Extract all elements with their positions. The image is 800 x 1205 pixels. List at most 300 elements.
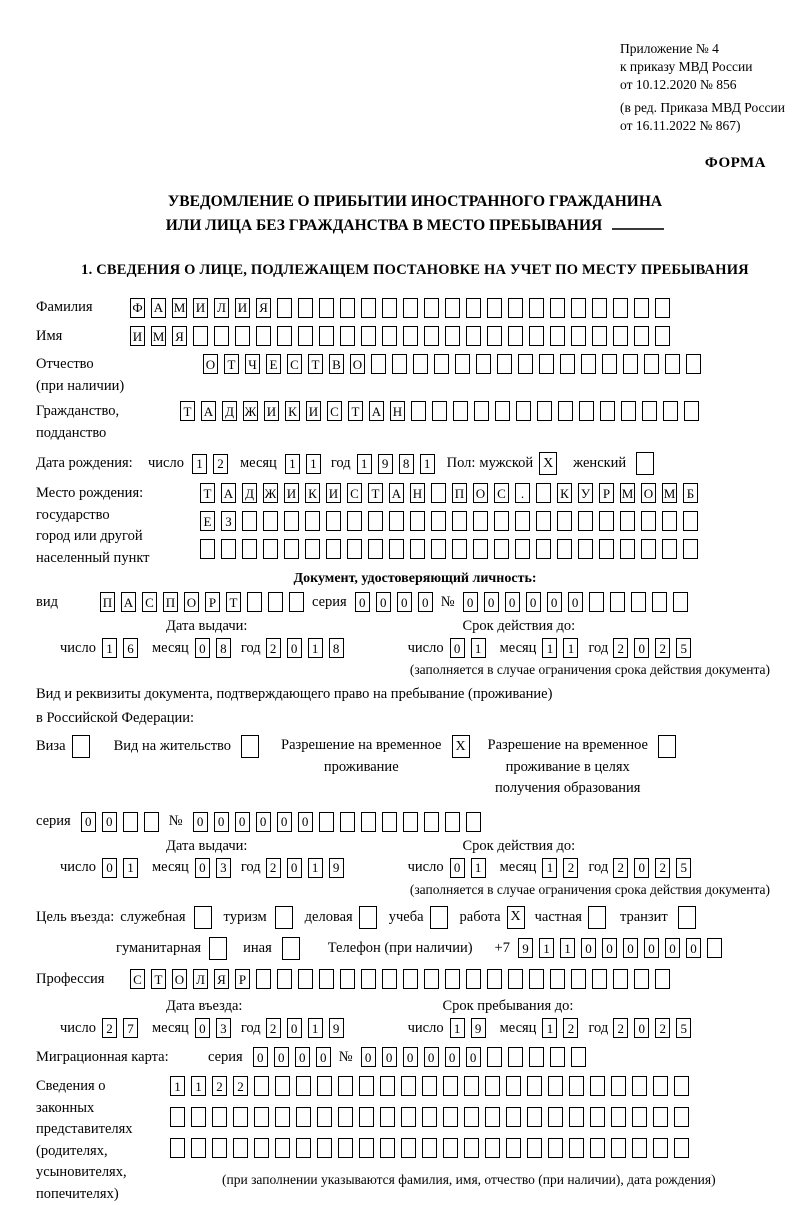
- cell[interactable]: М: [172, 298, 187, 318]
- cell[interactable]: [359, 1107, 374, 1127]
- cell[interactable]: А: [151, 298, 166, 318]
- cell[interactable]: 0: [81, 812, 96, 832]
- cell[interactable]: Ч: [245, 354, 260, 374]
- cell[interactable]: 1: [191, 1076, 206, 1096]
- cell[interactable]: [445, 969, 460, 989]
- cell[interactable]: К: [557, 483, 572, 503]
- birth-year-cells[interactable]: [357, 454, 435, 474]
- stay-day-cells[interactable]: [450, 1018, 486, 1038]
- cell[interactable]: [382, 326, 397, 346]
- purpose-work-checkbox[interactable]: [507, 906, 525, 929]
- cell[interactable]: 1: [542, 858, 557, 878]
- cell[interactable]: [529, 1047, 544, 1067]
- cell[interactable]: [494, 511, 509, 531]
- cell[interactable]: 9: [378, 454, 393, 474]
- cell[interactable]: [592, 969, 607, 989]
- cell[interactable]: [550, 1047, 565, 1067]
- cell[interactable]: 0: [298, 812, 313, 832]
- cell[interactable]: [653, 1107, 668, 1127]
- cell[interactable]: [422, 1107, 437, 1127]
- cell[interactable]: [590, 1138, 605, 1158]
- id-valid-day-cells[interactable]: [450, 638, 486, 658]
- cell[interactable]: М: [151, 326, 166, 346]
- cell[interactable]: [497, 354, 512, 374]
- cell[interactable]: 0: [484, 592, 499, 612]
- cell[interactable]: [401, 1107, 416, 1127]
- cell[interactable]: 2: [233, 1076, 248, 1096]
- cell[interactable]: [242, 511, 257, 531]
- cell[interactable]: О: [203, 354, 218, 374]
- cell[interactable]: Ж: [243, 401, 258, 421]
- cell[interactable]: 0: [195, 858, 210, 878]
- cell[interactable]: Н: [410, 483, 425, 503]
- cell[interactable]: [361, 969, 376, 989]
- cell[interactable]: [256, 326, 271, 346]
- cell[interactable]: [550, 326, 565, 346]
- cell[interactable]: 0: [634, 638, 649, 658]
- cell[interactable]: 0: [316, 1047, 331, 1067]
- cell[interactable]: А: [389, 483, 404, 503]
- cell[interactable]: [600, 401, 615, 421]
- cell[interactable]: [508, 1047, 523, 1067]
- cell[interactable]: [193, 326, 208, 346]
- cell[interactable]: [707, 938, 722, 958]
- cell[interactable]: .: [515, 483, 530, 503]
- cell[interactable]: [474, 401, 489, 421]
- name-cells[interactable]: [130, 326, 670, 346]
- cell[interactable]: [476, 354, 491, 374]
- entry-month-cells[interactable]: [195, 1018, 231, 1038]
- cell[interactable]: [410, 511, 425, 531]
- cell[interactable]: X: [507, 906, 525, 929]
- cell[interactable]: [359, 1138, 374, 1158]
- cell[interactable]: [487, 969, 502, 989]
- residence-issue-month-cells[interactable]: [195, 858, 231, 878]
- cell[interactable]: У: [578, 483, 593, 503]
- cell[interactable]: [518, 354, 533, 374]
- cell[interactable]: [466, 298, 481, 318]
- cell[interactable]: 0: [295, 1047, 310, 1067]
- stay-month-cells[interactable]: [542, 1018, 578, 1038]
- cell[interactable]: [410, 539, 425, 559]
- cell[interactable]: [298, 326, 313, 346]
- cell[interactable]: 1: [285, 454, 300, 474]
- cell[interactable]: [548, 1076, 563, 1096]
- cell[interactable]: [403, 812, 418, 832]
- cell[interactable]: 3: [216, 858, 231, 878]
- cell[interactable]: 0: [403, 1047, 418, 1067]
- cell[interactable]: [560, 354, 575, 374]
- cell[interactable]: [529, 969, 544, 989]
- cell[interactable]: С: [494, 483, 509, 503]
- cell[interactable]: [653, 1138, 668, 1158]
- cell[interactable]: 1: [471, 638, 486, 658]
- cell[interactable]: И: [130, 326, 145, 346]
- cell[interactable]: Н: [390, 401, 405, 421]
- cell[interactable]: 0: [287, 1018, 302, 1038]
- cell[interactable]: [382, 812, 397, 832]
- cell[interactable]: [621, 401, 636, 421]
- cell[interactable]: [317, 1076, 332, 1096]
- cell[interactable]: [620, 511, 635, 531]
- cell[interactable]: Т: [226, 592, 241, 612]
- cell[interactable]: [588, 906, 606, 929]
- cell[interactable]: [569, 1138, 584, 1158]
- cell[interactable]: 1: [308, 858, 323, 878]
- cell[interactable]: 2: [563, 858, 578, 878]
- cell[interactable]: [599, 539, 614, 559]
- cell[interactable]: [361, 812, 376, 832]
- cell[interactable]: 1: [560, 938, 575, 958]
- cell[interactable]: 0: [634, 858, 649, 878]
- cell[interactable]: 1: [563, 638, 578, 658]
- cell[interactable]: Р: [235, 969, 250, 989]
- cell[interactable]: Т: [348, 401, 363, 421]
- cell[interactable]: [431, 511, 446, 531]
- cell[interactable]: [527, 1138, 542, 1158]
- cell[interactable]: [557, 539, 572, 559]
- id-valid-month-cells[interactable]: [542, 638, 578, 658]
- cell[interactable]: 0: [424, 1047, 439, 1067]
- cell[interactable]: М: [620, 483, 635, 503]
- purpose-humanitarian-checkbox[interactable]: [209, 937, 227, 960]
- cell[interactable]: [464, 1138, 479, 1158]
- cell[interactable]: Р: [205, 592, 220, 612]
- cell[interactable]: [571, 1047, 586, 1067]
- residence-issue-year-cells[interactable]: [266, 858, 344, 878]
- representatives-row1-cells[interactable]: [170, 1076, 716, 1096]
- cell[interactable]: [634, 326, 649, 346]
- cell[interactable]: [652, 592, 667, 612]
- cell[interactable]: [319, 969, 334, 989]
- cell[interactable]: 8: [216, 638, 231, 658]
- cell[interactable]: Р: [599, 483, 614, 503]
- cell[interactable]: [401, 1138, 416, 1158]
- cell[interactable]: [655, 326, 670, 346]
- cell[interactable]: [275, 1076, 290, 1096]
- cell[interactable]: [452, 511, 467, 531]
- purpose-transit-checkbox[interactable]: [678, 906, 696, 929]
- cell[interactable]: 0: [634, 1018, 649, 1038]
- cell[interactable]: [673, 592, 688, 612]
- cell[interactable]: С: [130, 969, 145, 989]
- cell[interactable]: [296, 1138, 311, 1158]
- cell[interactable]: 0: [102, 812, 117, 832]
- cell[interactable]: [466, 812, 481, 832]
- cell[interactable]: И: [193, 298, 208, 318]
- birth-place-row3-cells[interactable]: [200, 539, 698, 559]
- cell[interactable]: [548, 1107, 563, 1127]
- purpose-official-checkbox[interactable]: [194, 906, 212, 929]
- cell[interactable]: [611, 1138, 626, 1158]
- cell[interactable]: [539, 354, 554, 374]
- cell[interactable]: [508, 969, 523, 989]
- cell[interactable]: [636, 452, 654, 475]
- residence-valid-month-cells[interactable]: [542, 858, 578, 878]
- cell[interactable]: [296, 1076, 311, 1096]
- cell[interactable]: [581, 354, 596, 374]
- cell[interactable]: Е: [266, 354, 281, 374]
- cell[interactable]: 0: [235, 812, 250, 832]
- migration-number-cells[interactable]: [361, 1047, 586, 1067]
- cell[interactable]: [536, 483, 551, 503]
- cell[interactable]: [571, 298, 586, 318]
- cell[interactable]: [506, 1138, 521, 1158]
- cell[interactable]: 2: [266, 858, 281, 878]
- cell[interactable]: [338, 1138, 353, 1158]
- cell[interactable]: Д: [242, 483, 257, 503]
- cell[interactable]: [326, 511, 341, 531]
- cell[interactable]: [642, 401, 657, 421]
- cell[interactable]: [191, 1138, 206, 1158]
- cell[interactable]: [683, 511, 698, 531]
- cell[interactable]: 0: [665, 938, 680, 958]
- cell[interactable]: 1: [542, 638, 557, 658]
- cell[interactable]: [453, 401, 468, 421]
- cell[interactable]: 1: [357, 454, 372, 474]
- cell[interactable]: [380, 1107, 395, 1127]
- cell[interactable]: [674, 1138, 689, 1158]
- birth-day-cells[interactable]: [192, 454, 228, 474]
- cell[interactable]: 3: [216, 1018, 231, 1038]
- cell[interactable]: [658, 735, 676, 758]
- cell[interactable]: [431, 483, 446, 503]
- cell[interactable]: [170, 1107, 185, 1127]
- cell[interactable]: 5: [676, 1018, 691, 1038]
- purpose-tourism-checkbox[interactable]: [275, 906, 293, 929]
- cell[interactable]: 2: [266, 1018, 281, 1038]
- id-doc-number-cells[interactable]: [463, 592, 688, 612]
- cell[interactable]: [571, 326, 586, 346]
- cell[interactable]: Б: [683, 483, 698, 503]
- cell[interactable]: 0: [466, 1047, 481, 1067]
- cell[interactable]: [589, 592, 604, 612]
- cell[interactable]: [485, 1076, 500, 1096]
- cell[interactable]: [644, 354, 659, 374]
- cell[interactable]: [464, 1076, 479, 1096]
- cell[interactable]: Ф: [130, 298, 145, 318]
- cell[interactable]: [221, 539, 236, 559]
- cell[interactable]: [368, 511, 383, 531]
- cell[interactable]: С: [327, 401, 342, 421]
- cell[interactable]: 0: [195, 638, 210, 658]
- cell[interactable]: [686, 354, 701, 374]
- cell[interactable]: [194, 906, 212, 929]
- cell[interactable]: [536, 511, 551, 531]
- cell[interactable]: 0: [361, 1047, 376, 1067]
- cell[interactable]: 1: [102, 638, 117, 658]
- cell[interactable]: [214, 326, 229, 346]
- cell[interactable]: X: [452, 735, 470, 758]
- purpose-study-checkbox[interactable]: [430, 906, 448, 929]
- temp-permit-checkbox[interactable]: [452, 735, 470, 758]
- cell[interactable]: 2: [266, 638, 281, 658]
- cell[interactable]: 9: [471, 1018, 486, 1038]
- migration-series-cells[interactable]: [253, 1047, 331, 1067]
- cell[interactable]: [191, 1107, 206, 1127]
- cell[interactable]: [610, 592, 625, 612]
- cell[interactable]: [592, 298, 607, 318]
- cell[interactable]: 0: [355, 592, 370, 612]
- cell[interactable]: 0: [277, 812, 292, 832]
- residence-number-cells[interactable]: [193, 812, 481, 832]
- cell[interactable]: [430, 906, 448, 929]
- cell[interactable]: 0: [253, 1047, 268, 1067]
- cell[interactable]: [298, 298, 313, 318]
- cell[interactable]: 9: [518, 938, 533, 958]
- cell[interactable]: [569, 1107, 584, 1127]
- cell[interactable]: 2: [655, 1018, 670, 1038]
- cell[interactable]: [641, 511, 656, 531]
- cell[interactable]: [247, 592, 262, 612]
- cell[interactable]: [361, 326, 376, 346]
- cell[interactable]: [590, 1107, 605, 1127]
- cell[interactable]: 0: [287, 638, 302, 658]
- cell[interactable]: 0: [256, 812, 271, 832]
- cell[interactable]: [289, 592, 304, 612]
- cell[interactable]: [233, 1138, 248, 1158]
- cell[interactable]: 0: [287, 858, 302, 878]
- cell[interactable]: [340, 326, 355, 346]
- cell[interactable]: [368, 539, 383, 559]
- cell[interactable]: [403, 969, 418, 989]
- cell[interactable]: 0: [445, 1047, 460, 1067]
- cell[interactable]: [631, 592, 646, 612]
- cell[interactable]: X: [539, 452, 557, 475]
- cell[interactable]: С: [287, 354, 302, 374]
- cell[interactable]: 0: [102, 858, 117, 878]
- cell[interactable]: 2: [613, 638, 628, 658]
- cell[interactable]: П: [452, 483, 467, 503]
- cell[interactable]: [665, 354, 680, 374]
- entry-year-cells[interactable]: [266, 1018, 344, 1038]
- cell[interactable]: [424, 969, 439, 989]
- cell[interactable]: 2: [655, 858, 670, 878]
- cell[interactable]: [235, 326, 250, 346]
- cell[interactable]: И: [306, 401, 321, 421]
- cell[interactable]: [599, 511, 614, 531]
- cell[interactable]: [298, 969, 313, 989]
- cell[interactable]: [212, 1107, 227, 1127]
- cell[interactable]: [473, 511, 488, 531]
- cell[interactable]: К: [285, 401, 300, 421]
- cell[interactable]: [144, 812, 159, 832]
- id-doc-series-cells[interactable]: [355, 592, 433, 612]
- cell[interactable]: [380, 1138, 395, 1158]
- cell[interactable]: 0: [376, 592, 391, 612]
- cell[interactable]: Т: [308, 354, 323, 374]
- cell[interactable]: 1: [306, 454, 321, 474]
- cell[interactable]: 2: [102, 1018, 117, 1038]
- cell[interactable]: [445, 812, 460, 832]
- cell[interactable]: [487, 298, 502, 318]
- cell[interactable]: Л: [193, 969, 208, 989]
- cell[interactable]: [550, 969, 565, 989]
- cell[interactable]: И: [235, 298, 250, 318]
- cell[interactable]: [516, 401, 531, 421]
- cell[interactable]: О: [350, 354, 365, 374]
- cell[interactable]: [424, 326, 439, 346]
- cell[interactable]: [256, 969, 271, 989]
- cell[interactable]: [200, 539, 215, 559]
- cell[interactable]: [443, 1107, 458, 1127]
- purpose-private-checkbox[interactable]: [588, 906, 606, 929]
- cell[interactable]: [277, 298, 292, 318]
- residence-valid-year-cells[interactable]: [613, 858, 691, 878]
- cell[interactable]: [613, 298, 628, 318]
- cell[interactable]: [620, 539, 635, 559]
- cell[interactable]: [487, 326, 502, 346]
- cell[interactable]: [371, 354, 386, 374]
- cell[interactable]: [209, 937, 227, 960]
- cell[interactable]: [170, 1138, 185, 1158]
- cell[interactable]: [443, 1138, 458, 1158]
- cell[interactable]: [284, 539, 299, 559]
- cell[interactable]: 0: [450, 858, 465, 878]
- cell[interactable]: [634, 969, 649, 989]
- cell[interactable]: О: [184, 592, 199, 612]
- birth-place-row1-cells[interactable]: [200, 483, 698, 503]
- cell[interactable]: [340, 812, 355, 832]
- cell[interactable]: [508, 298, 523, 318]
- id-issue-month-cells[interactable]: [195, 638, 231, 658]
- cell[interactable]: 0: [193, 812, 208, 832]
- cell[interactable]: [403, 326, 418, 346]
- cell[interactable]: [319, 298, 334, 318]
- cell[interactable]: [282, 937, 300, 960]
- cell[interactable]: [347, 539, 362, 559]
- cell[interactable]: З: [221, 511, 236, 531]
- cell[interactable]: Я: [256, 298, 271, 318]
- cell[interactable]: А: [369, 401, 384, 421]
- cell[interactable]: [305, 539, 320, 559]
- cell[interactable]: [445, 298, 460, 318]
- cell[interactable]: [634, 298, 649, 318]
- cell[interactable]: [653, 1076, 668, 1096]
- cell[interactable]: 0: [418, 592, 433, 612]
- cell[interactable]: [241, 735, 259, 758]
- cell[interactable]: [662, 539, 677, 559]
- cell[interactable]: Я: [214, 969, 229, 989]
- male-checkbox[interactable]: [539, 452, 557, 475]
- cell[interactable]: [123, 812, 138, 832]
- cell[interactable]: 2: [613, 1018, 628, 1038]
- visa-checkbox[interactable]: [72, 735, 90, 758]
- cell[interactable]: 0: [505, 592, 520, 612]
- cell[interactable]: [361, 298, 376, 318]
- cell[interactable]: [319, 812, 334, 832]
- cell[interactable]: [389, 539, 404, 559]
- cell[interactable]: [529, 298, 544, 318]
- surname-cells[interactable]: [130, 298, 670, 318]
- cell[interactable]: [506, 1076, 521, 1096]
- cell[interactable]: 1: [420, 454, 435, 474]
- cell[interactable]: 0: [214, 812, 229, 832]
- cell[interactable]: [338, 1107, 353, 1127]
- cell[interactable]: М: [662, 483, 677, 503]
- cell[interactable]: [403, 298, 418, 318]
- cell[interactable]: Т: [200, 483, 215, 503]
- cell[interactable]: [340, 298, 355, 318]
- cell[interactable]: Т: [180, 401, 195, 421]
- cell[interactable]: [527, 1076, 542, 1096]
- cell[interactable]: [347, 511, 362, 531]
- cell[interactable]: [317, 1107, 332, 1127]
- entry-day-cells[interactable]: [102, 1018, 138, 1038]
- cell[interactable]: [550, 298, 565, 318]
- cell[interactable]: [613, 969, 628, 989]
- cell[interactable]: 5: [676, 858, 691, 878]
